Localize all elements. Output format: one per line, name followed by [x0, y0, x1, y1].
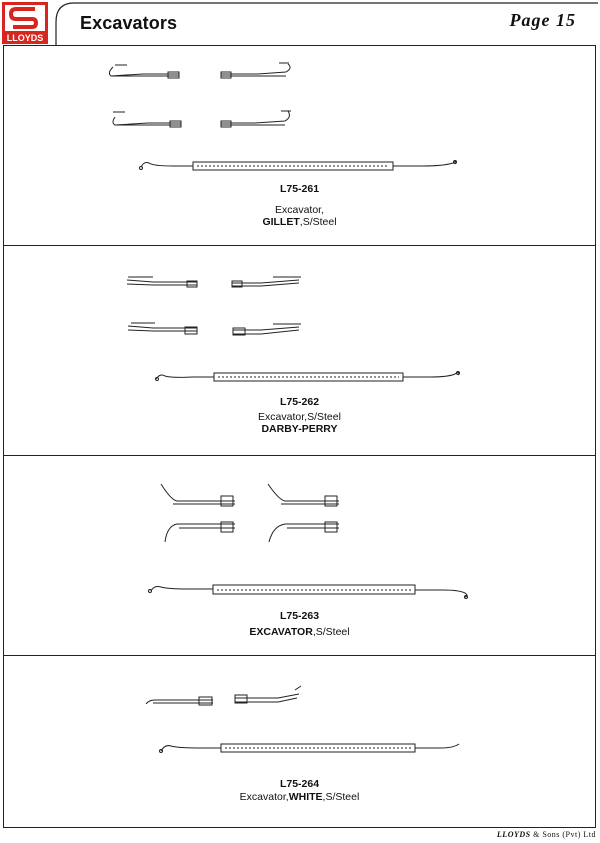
product-caption: [3, 610, 596, 638]
tip-detail: [127, 277, 197, 287]
product-section-l75-263: [3, 456, 596, 656]
product-name: DARBY-PERRY: [261, 423, 338, 435]
tip-detail: [221, 111, 291, 127]
product-name-line: [3, 791, 596, 804]
footer-brand: LLOYDS: [496, 830, 531, 839]
page-footer: [497, 830, 596, 839]
product-material: ,S/Steel: [299, 216, 337, 228]
tip-detail: [269, 522, 339, 542]
product-caption: [3, 396, 596, 436]
product-code: L75-264: [279, 778, 320, 790]
tip-detail: [161, 484, 235, 506]
excavator-full: [149, 585, 468, 599]
tip-detail: [113, 112, 181, 127]
product-name: EXCAVATOR: [249, 625, 313, 638]
footer-company: & Sons (Pvt) Ltd: [530, 830, 596, 839]
tip-detail: [109, 65, 179, 78]
tip-detail: [235, 686, 301, 703]
tip-detail: [128, 323, 197, 334]
tip-detail: [268, 484, 339, 506]
product-material: ,S/Steel: [322, 790, 360, 803]
tip-detail: [232, 277, 301, 287]
product-name: WHITE: [288, 790, 323, 803]
tip-detail: [233, 324, 301, 335]
product-description: Excavator,: [274, 203, 325, 216]
page-header: [0, 0, 600, 48]
product-material: ,S/Steel: [312, 625, 350, 638]
product-section-l75-261: [3, 45, 596, 246]
product-name: GILLET: [262, 216, 300, 228]
product-name-line: [3, 216, 596, 229]
product-code: L75-261: [279, 183, 320, 195]
product-code: L75-263: [279, 610, 320, 622]
product-caption: [3, 778, 596, 803]
page-number: Page 15: [509, 10, 576, 30]
product-description: Excavator,: [239, 790, 289, 803]
excavator-full: [160, 744, 460, 753]
svg-text:LLOYDS: LLOYDS: [6, 33, 44, 43]
tip-detail: [221, 63, 290, 78]
product-section-l75-264: [3, 656, 596, 828]
product-code: L75-262: [279, 396, 320, 408]
product-description: Excavator,S/Steel: [258, 410, 341, 423]
product-name-line: [3, 626, 596, 639]
product-section-l75-262: [3, 246, 596, 456]
tip-detail: [146, 697, 213, 705]
tip-detail: [165, 522, 235, 542]
excavator-full: [156, 372, 460, 382]
page-title: Excavators: [80, 13, 178, 33]
product-caption: [3, 183, 596, 229]
excavator-full: [140, 161, 457, 171]
